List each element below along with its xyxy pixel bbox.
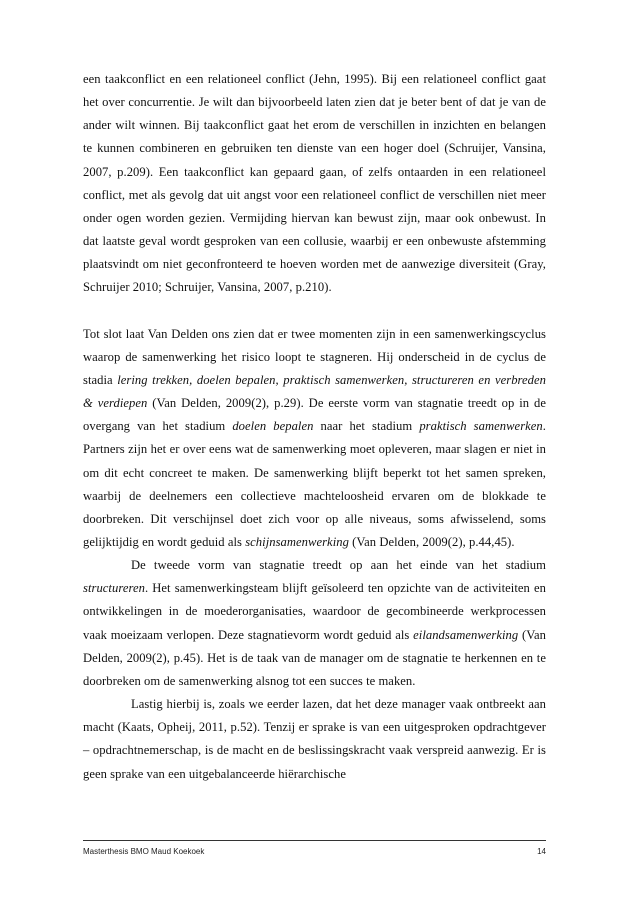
text-run: . Het samenwerkingsteam blijft geïsoleerd ten opzichte van de activiteiten en ontwikkelingen in de moederorganisaties, waardoor de gecombineerde werkprocessen vaak moeizaam verlopen. Deze stagnatievorm wordt geduid als [83,581,546,642]
page-number: 14 [537,847,546,856]
paragraph-spacer [83,300,546,323]
text-run: naar het stadium [313,419,420,434]
body-paragraph-p3 [83,554,546,693]
text-run: (Van Delden, 2009(2), p.45). Het is de taak van de manager om de stagnatie te herkennen en te doorbreken om de samenwerking alsnog tot een succes te maken. [83,627,546,688]
text-run: . Partners zijn het er over eens wat de samenwerking moet opleveren, maar slagen er niet in om dit echt concreet te maken. De samenwerking blijft beperkt tot het samen spreken, waarbij de deelnemers een collectieve machteloosheid ervaren om de blokkade te doorbreken. Dit verschijnsel doet zich voor op alle niveaus, soms afwisselend, soms gelijktijdig en wordt geduid als [83,419,546,549]
italic-term: structureren [83,581,145,596]
body-paragraph-p1 [83,68,546,300]
page-body [83,68,546,786]
italic-term: schijnsamenwerking [245,534,349,549]
footer-title: Masterthesis BMO Maud Koekoek [83,847,205,856]
text-run: Lastig hierbij is, zoals we eerder lazen, dat het deze manager vaak ontbreekt aan macht (Kaats, Opheij, 2011, p.52). Tenzij er sprake is van een uitgesproken opdrachtgever – opdrachtnemerschap, is de macht en de beslissingskracht vaak verspreid aanwezig. Er is geen sprake van een uitgebalanceerde hiërarchische [83,697,546,781]
text-run: (Van Delden, 2009(2), p.44,45). [348,534,515,549]
body-paragraph-p2 [83,323,546,555]
italic-term: lering trekken, doelen bepalen, praktisch samenwerken, structureren en verbreden & verdiepen [83,372,547,411]
text-run: (Van Delden, 2009(2), p.29). De eerste vorm van stagnatie treedt op in de overgang van het stadium [83,396,546,434]
text-run: Tot slot laat Van Delden ons zien dat er twee momenten zijn in een samenwerkingscyclus waarop de samenwerking het risico loopt te stagneren. Hij onderscheid in de cyclus de stadia [83,326,546,387]
text-run: De tweede vorm van stagnatie treedt op aan het einde van het stadium [131,558,546,573]
italic-term: doelen bepalen [232,419,314,434]
body-paragraph-p4 [83,693,546,786]
footer-divider [83,840,546,841]
page-footer [83,847,546,856]
text-run: een taakconflict en een relationeel conflict (Jehn, 1995). Bij een relationeel conflict gaat het over concurrentie. Je wilt dan bijvoorbeeld laten zien dat je beter bent of dat je van de ander wilt winnen. Bij taakconflict gaat het erom de verschillen in inzichten en belangen te kunnen combineren en gebruiken ten dienste van een hoger doel (Schruijer, Vansina, 2007, p.209). Een taakconflict kan gepaard gaan, of zelfs ontaarden in een relationeel conflict, met als gevolg dat uit angst voor een relationeel conflict de verschillen niet meer onder ogen worden gezien. Vermijding hiervan kan bewust zijn, maar ook onbewust. In dat laatste geval wordt gesproken van een collusie, waarbij er een onbewuste afstemming plaatsvindt om niet geconfronteerd te hoeven worden met de aanwezige diversiteit (Gray, Schruijer 2010; Schruijer, Vansina, 2007, p.210). [83,72,546,295]
italic-term: eilandsamenwerking [413,627,519,642]
italic-term: praktisch samenwerken [419,419,543,434]
